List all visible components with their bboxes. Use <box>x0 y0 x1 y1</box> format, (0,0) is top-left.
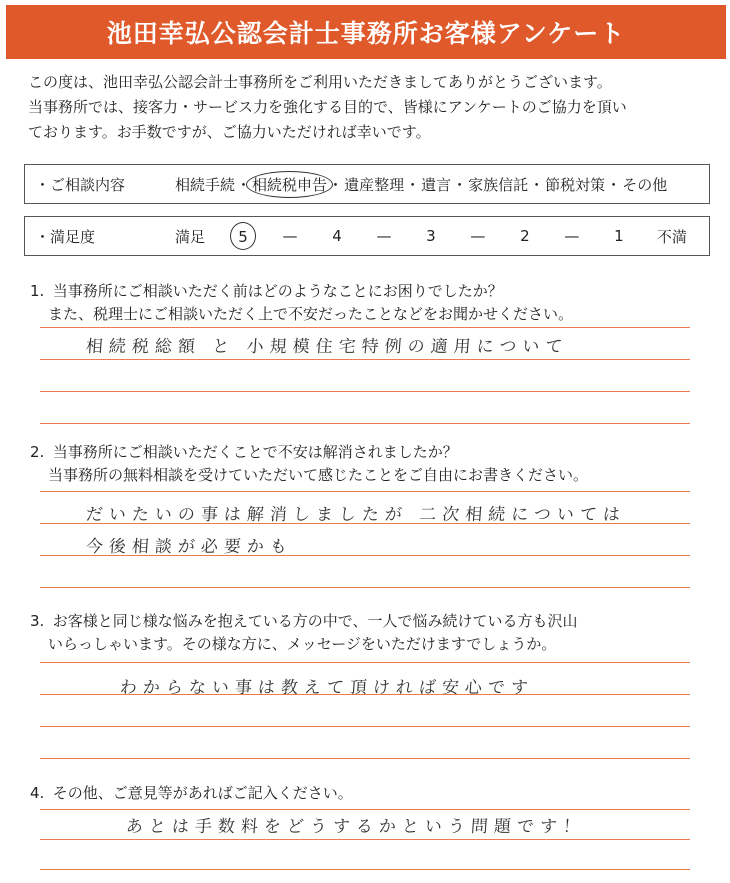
question-3 <box>30 610 720 656</box>
scale-dash: — <box>470 227 486 245</box>
rating-option[interactable]: 2 <box>520 227 530 245</box>
option-separator: ・ <box>529 175 545 194</box>
answer-rule <box>40 694 690 695</box>
answer-rule <box>40 587 690 588</box>
answer-rule <box>40 662 690 663</box>
question-number: 3. <box>30 612 45 630</box>
answer-rule <box>40 423 690 424</box>
option-separator: ・ <box>452 175 468 194</box>
consultation-option[interactable]: 遺産整理 <box>344 175 405 194</box>
page-title: 池田幸弘公認会計士事務所お客様アンケート <box>6 5 726 59</box>
answer-line: だいたいの事は解消しましたが 二次相続については <box>85 505 627 525</box>
intro-line: この度は、池田幸弘公認会計士事務所をご利用いただきましてありがとうございます。 <box>28 73 612 91</box>
scale-dash: — <box>564 227 580 245</box>
consultation-option[interactable]: 相続税申告 <box>246 171 333 198</box>
scale-right-label: 不満 <box>656 227 687 246</box>
question-2 <box>30 441 720 487</box>
rating-option[interactable]: 3 <box>426 227 436 245</box>
question-text: いらっしゃいます。その様な方に、メッセージをいただけますでしょうか。 <box>48 635 557 653</box>
option-separator: ・ <box>606 175 622 194</box>
answer-rule <box>40 839 690 840</box>
answer-rule <box>40 491 690 492</box>
option-separator: ・ <box>405 175 421 194</box>
consultation-option[interactable]: 遺言 <box>421 175 452 194</box>
answer-line: 今後相談が必要かも <box>85 537 294 557</box>
scale-dash: — <box>282 227 298 245</box>
question-text: 当事務所にご相談いただく前はどのようなことにお困りでしたか？ <box>52 282 503 300</box>
question-number: 1. <box>30 282 45 300</box>
option-separator: ・ <box>328 175 344 194</box>
question-4 <box>30 782 720 805</box>
question-text: お客様と同じ様な悩みを抱えている方の中で、一人で悩み続けている方も沢山 <box>52 612 578 630</box>
consultation-option[interactable]: その他 <box>622 175 668 194</box>
question-text: 当事務所にご相談いただくことで不安は解消されましたか？ <box>52 443 458 461</box>
question-text: 当事務所の無料相談を受けていただいて感じたことをご自由にお書きください。 <box>48 466 589 484</box>
satisfaction-label: ・満足度 <box>35 227 96 246</box>
option-separator: ・ <box>236 175 252 194</box>
answer-line: わからない事は教えて頂ければ安心です <box>119 678 535 698</box>
satisfaction-box <box>24 216 710 256</box>
consultation-option[interactable]: 家族信託 <box>468 175 529 194</box>
answer-rule <box>40 809 690 810</box>
consultation-options <box>175 174 699 195</box>
answer-rule <box>40 391 690 392</box>
question-number: 4. <box>30 784 45 802</box>
consultation-option[interactable]: 相続手続 <box>175 175 236 194</box>
answer-line: 相続税総額 と 小規模住宅特例の適用について <box>85 337 569 357</box>
rating-option[interactable]: 5 <box>230 222 256 250</box>
question-text: その他、ご意見等があればご記入ください。 <box>52 784 353 802</box>
answer-rule <box>40 758 690 759</box>
rating-option[interactable]: 4 <box>332 227 342 245</box>
answer-rule <box>40 726 690 727</box>
intro-text <box>28 70 718 145</box>
rating-option[interactable]: 1 <box>614 227 624 245</box>
scale-left-label: 満足 <box>175 227 206 246</box>
answer-rule <box>40 869 690 870</box>
question-1 <box>30 280 720 326</box>
consultation-box <box>24 164 710 204</box>
satisfaction-scale <box>175 222 687 250</box>
intro-line: 当事務所では、接客力・サービス力を強化する目的で、皆様にアンケートのご協力を頂い <box>28 98 627 116</box>
question-text: また、税理士にご相談いただく上で不安だったことなどをお聞かせください。 <box>48 305 574 323</box>
answer-rule <box>40 555 690 556</box>
answer-rule <box>40 327 690 328</box>
consultation-option[interactable]: 節税対策 <box>545 175 606 194</box>
intro-line: ております。お手数ですが、ご協力いただければ幸いです。 <box>28 123 431 141</box>
scale-dash: — <box>376 227 392 245</box>
consultation-label: ・ご相談内容 <box>35 175 126 194</box>
answer-line: あとは手数料をどうするかという問題です！ <box>125 817 587 837</box>
answer-rule <box>40 359 690 360</box>
answer-rule <box>40 523 690 524</box>
question-number: 2. <box>30 443 45 461</box>
